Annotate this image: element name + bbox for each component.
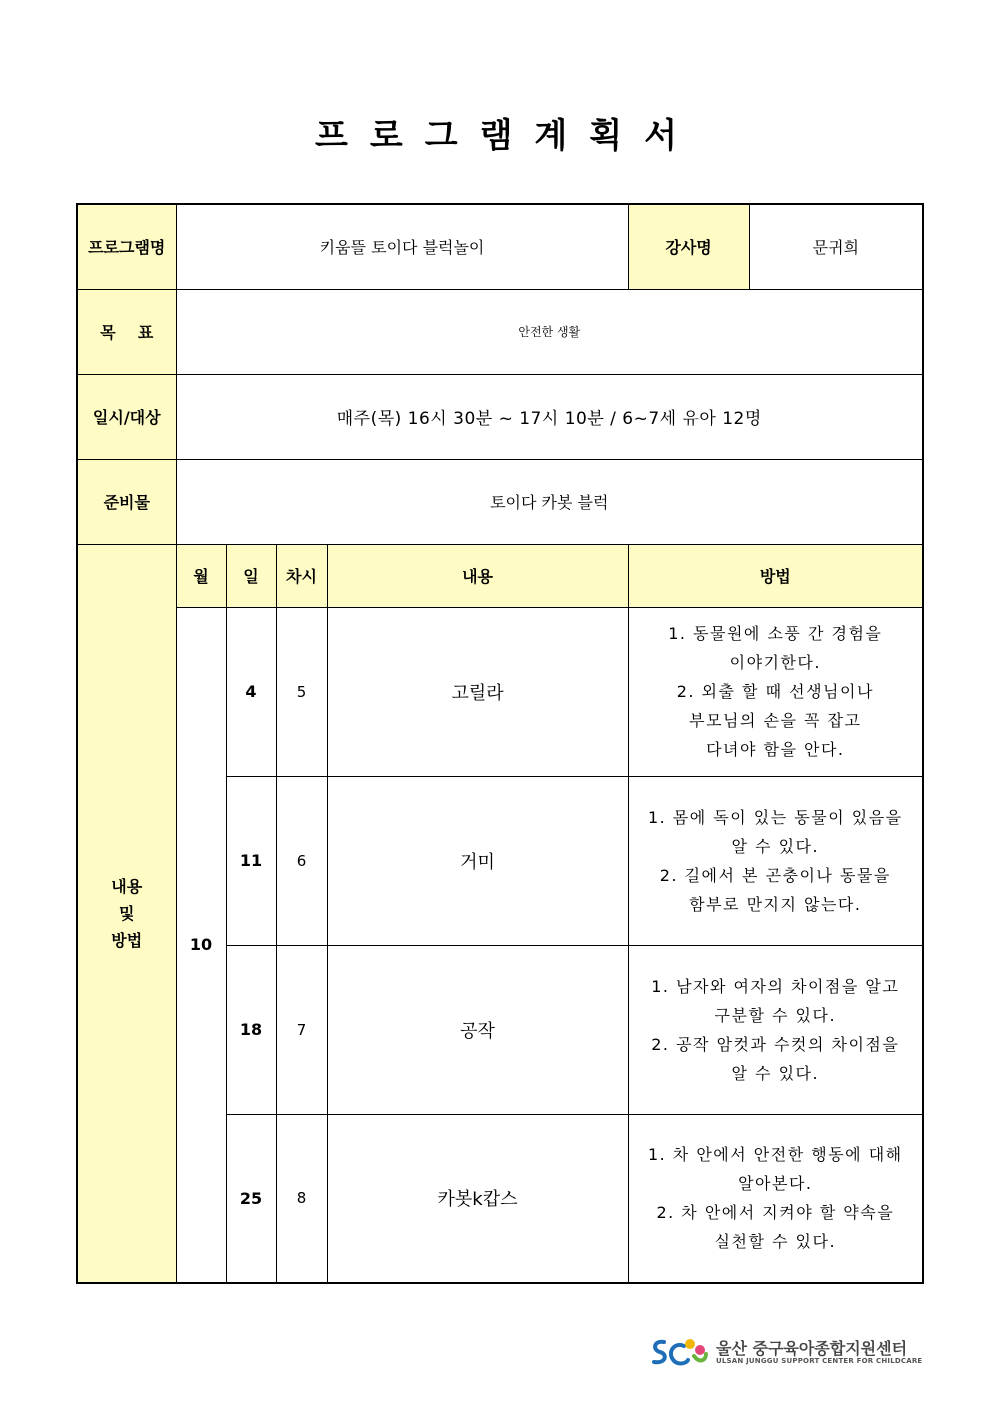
method-line: 알아본다. [738, 1174, 813, 1194]
schedule-label: 일시/대상 [77, 374, 176, 459]
materials-row [77, 459, 923, 544]
program-plan-table [76, 203, 924, 1284]
goal-value: 안전한 생활 [176, 289, 923, 374]
method-line: 알 수 있다. [731, 836, 820, 856]
column-header-row [77, 544, 923, 607]
method-line: 구분할 수 있다. [714, 1005, 837, 1025]
program-row [77, 204, 923, 289]
session-value: 5 [276, 607, 327, 776]
method-line: 2. 차 안에서 지켜야 할 약속을 [656, 1203, 895, 1223]
content-value: 거미 [327, 776, 628, 945]
instructor-value: 문귀희 [749, 204, 923, 289]
session-value: 6 [276, 776, 327, 945]
content-value: 공작 [327, 945, 628, 1114]
month-header: 월 [176, 544, 226, 607]
method-value [628, 776, 923, 945]
method-value [628, 1114, 923, 1283]
method-line: 이야기한다. [729, 653, 821, 672]
program-label: 프로그램명 [77, 204, 176, 289]
section-label-line: 방법 [111, 930, 143, 950]
materials-label: 준비물 [77, 459, 176, 544]
month-value: 10 [176, 607, 226, 1283]
method-line: 1. 동물원에 소풍 간 경험을 [668, 624, 883, 643]
goal-label: 목 표 [77, 289, 176, 374]
table-row [77, 607, 923, 776]
day-value: 11 [226, 776, 276, 945]
sci-logo-icon [650, 1334, 708, 1370]
method-line: 부모님의 손을 꼭 잡고 [689, 711, 862, 730]
method-line: 함부로 만지지 않는다. [689, 894, 862, 914]
method-value [628, 607, 923, 776]
section-label [77, 544, 176, 1283]
goal-row [77, 289, 923, 374]
method-line: 2. 길에서 본 곤충이나 동물을 [659, 865, 891, 885]
section-label-line: 및 [119, 903, 135, 923]
method-line: 2. 공작 암컷과 수컷의 차이점을 [651, 1034, 900, 1054]
content-value: 카봇k캅스 [327, 1114, 628, 1283]
day-header: 일 [226, 544, 276, 607]
method-value [628, 945, 923, 1114]
day-value: 18 [226, 945, 276, 1114]
method-header: 방법 [628, 544, 923, 607]
organization-name-en: ULSAN JUNGGU SUPPORT CENTER FOR CHILDCARE [716, 1357, 923, 1365]
materials-value: 토이다 카봇 블럭 [176, 459, 923, 544]
instructor-label: 강사명 [628, 204, 749, 289]
method-line: 다녀야 함을 안다. [706, 740, 845, 759]
method-line: 실천할 수 있다. [714, 1232, 837, 1252]
method-line: 1. 남자와 여자의 차이점을 알고 [651, 976, 900, 996]
organization-name-ko: 울산 중구육아종합지원센터 [716, 1339, 908, 1358]
schedule-row [77, 374, 923, 459]
method-line: 1. 차 안에서 안전한 행동에 대해 [647, 1145, 903, 1165]
program-value: 키움뜰 토이다 블럭놀이 [176, 204, 628, 289]
schedule-value: 매주(목) 16시 30분 ~ 17시 10분 / 6~7세 유아 12명 [176, 374, 923, 459]
organization-footer [650, 1334, 923, 1370]
section-label-line: 내용 [111, 876, 143, 896]
day-value: 4 [226, 607, 276, 776]
method-line: 알 수 있다. [731, 1063, 820, 1083]
method-line: 1. 몸에 독이 있는 동물이 있음을 [647, 807, 903, 827]
content-header: 내용 [327, 544, 628, 607]
page-title: 프로그램계획서 [315, 116, 699, 156]
session-value: 7 [276, 945, 327, 1114]
session-header: 차시 [276, 544, 327, 607]
day-value: 25 [226, 1114, 276, 1283]
content-value: 고릴라 [327, 607, 628, 776]
session-value: 8 [276, 1114, 327, 1283]
method-line: 2. 외출 할 때 선생님이나 [676, 682, 874, 701]
